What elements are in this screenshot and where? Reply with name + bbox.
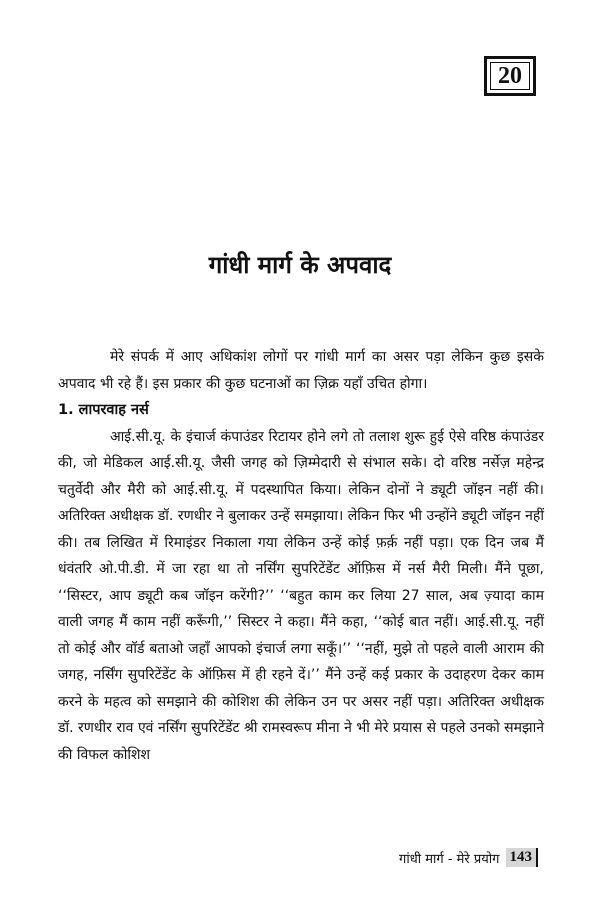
footer-book-title: गांधी मार्ग - मेरे प्रयोग <box>399 851 500 867</box>
section-paragraph: आई.सी.यू. के इंचार्ज कंपाउंडर रिटायर होने लगे तो तलाश शुरू हुई ऐसे वरिष्ठ कंपाउंडर की, जो मेडिकल आई.सी.यू. जैसी जगह को ज़िम्मेदारी से संभाल सके। दो वरिष्ठ नर्सेज़ महेन्द्र चतुर्वेदी और मैरी को आई.सी.यू. में पदस्थापित किया। लेकिन दोनों ने ड्यूटी जॉइन नहीं की। अतिरिक्त अधीक्षक डॉ. रणधीर ने बुलाकर उन्हें समझाया। लेकिन फिर भी उन्होंने ड्यूटी जॉइन नहीं की। तब लिखित में रिमाइंडर निकाला गया लेकिन उन्हें कोई फ़र्क़ नहीं पड़ा। एक दिन जब मैं धंवंतरि ओ.पी.डी. में जा रहा था तो नर्सिंग सुपरिटेंडेंट ऑफ़िस में नर्स मैरी मिली। मैंने पूछा, ‘‘सिस्टर, आप ड्यूटी कब जॉइन करेंगी?’’ ‘‘बहुत काम कर लिया 27 साल, अब ज़्यादा काम वाली जगह मैं काम नहीं करूँगी,’’ सिस्टर ने कहा। मैंने कहा, ‘‘कोई बात नहीं। आई.सी.यू. नहीं तो कोई और वॉर्ड बताओ जहाँ आपको इंचार्ज लगा सकूँ।’’ ‘‘नहीं, मुझे तो पहले वाली आराम की जगह, नर्सिंग सुपरिटेंडेंट के ऑफ़िस में ही रहने दें।’’ मैंने उन्हें कई प्रकार के उदाहरण देकर काम करने के महत्व को समझाने की कोशिश की लेकिन उन पर असर नहीं पड़ा। अतिरिक्त अधीक्षक डॉ. रणधीर राव एवं नर्सिंग सुपरिटेंडेंट श्री रामस्वरूप मीना ने भी मेरे प्रयास से पहले उनको समझाने की विफल कोशिश <box>58 428 544 763</box>
chapter-body <box>58 344 544 768</box>
intro-paragraph: मेरे संपर्क में आए अधिकांश लोगों पर गांधी मार्ग का असर पड़ा लेकिन कुछ इसके अपवाद भी रहे हैं। इस प्रकार की कुछ घटनाओं का ज़िक्र यहाँ उचित होगा। <box>58 349 544 392</box>
chapter-title: गांधी मार्ग के अपवाद <box>208 251 392 279</box>
page-number: 143 <box>506 848 539 867</box>
chapter-number: 20 <box>498 62 522 89</box>
section-heading: 1. लापरवाह नर्स <box>58 402 149 418</box>
chapter-number-box <box>484 56 536 96</box>
page-footer <box>399 848 538 867</box>
